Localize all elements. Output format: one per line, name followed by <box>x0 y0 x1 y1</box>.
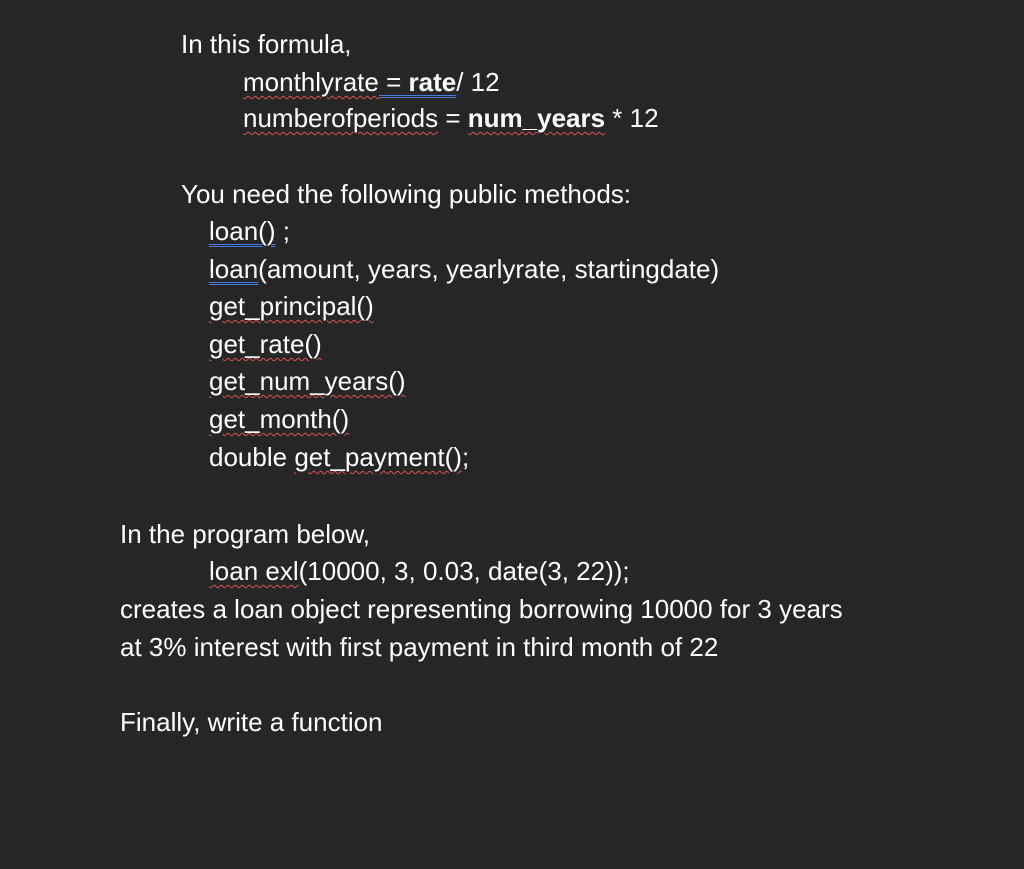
method-item <box>209 443 469 473</box>
method-item <box>209 255 719 285</box>
method-name: get_payment() <box>294 442 462 472</box>
program-code-name: loan exl <box>209 556 299 586</box>
monthlyrate-lhs: monthlyrate <box>243 67 379 97</box>
numberofperiods-num-years: num_years <box>467 103 606 133</box>
method-name: loan() <box>209 216 276 246</box>
program-code-args: (10000, 3, 0.03, date(3, 22)); <box>298 556 630 586</box>
numberofperiods-eq: = <box>438 103 468 133</box>
method-name: loan <box>209 254 259 284</box>
program-explanation-1: creates a loan object representing borrowing 10000 for 3 years <box>120 594 843 624</box>
method-item <box>209 405 349 435</box>
formula-monthlyrate <box>243 68 500 98</box>
method-item <box>209 292 374 322</box>
monthlyrate-eq: = <box>378 67 409 97</box>
methods-intro: You need the following public methods: <box>181 179 632 209</box>
method-item <box>209 217 290 247</box>
program-explanation-2: at 3% interest with first payment in third month of 22 <box>120 632 719 662</box>
method-name: get_month() <box>209 404 350 434</box>
program-code-line <box>209 557 630 587</box>
numberofperiods-rest: * 12 <box>605 103 659 133</box>
method-name: get_principal() <box>209 291 374 321</box>
numberofperiods-lhs: numberofperiods <box>243 103 439 133</box>
method-suffix: (amount, years, yearlyrate, startingdate) <box>258 254 720 284</box>
method-name: get_rate() <box>209 329 322 359</box>
method-suffix: ; <box>461 442 470 472</box>
method-prefix: double <box>209 442 295 472</box>
method-item <box>209 330 322 360</box>
formula-numberofperiods <box>243 104 659 134</box>
method-name: get_num_years() <box>209 366 406 396</box>
method-suffix: ; <box>275 216 290 246</box>
formula-intro: In this formula, <box>181 29 352 59</box>
monthlyrate-rest: / 12 <box>456 67 500 97</box>
monthlyrate-rate: rate <box>408 67 457 97</box>
final-text: Finally, write a function <box>120 707 383 737</box>
program-intro: In the program below, <box>120 519 371 549</box>
method-item <box>209 367 406 397</box>
